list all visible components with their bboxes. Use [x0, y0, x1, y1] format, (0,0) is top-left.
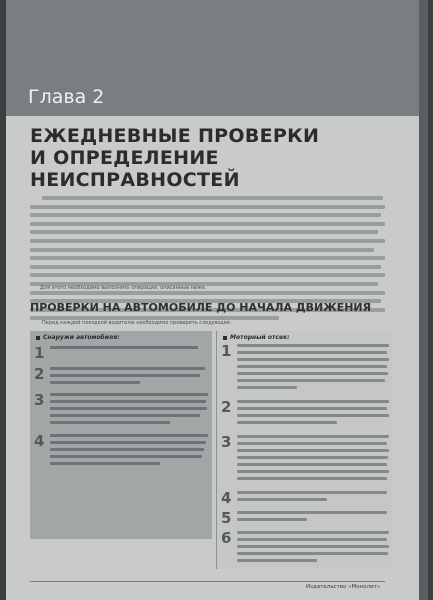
item-text: [50, 346, 198, 353]
item-number: 1: [34, 344, 45, 362]
bullet-icon: [223, 336, 227, 340]
exterior-checks-header-label: Снаружи автомобиля:: [43, 334, 120, 341]
footer-rule: [30, 581, 385, 582]
section-title: ПРОВЕРКИ НА АВТОМОБИЛЕ ДО НАЧАЛА ДВИЖЕНИЯ: [30, 301, 372, 314]
chapter-title-line-1: ЕЖЕДНЕВНЫЕ ПРОВЕРКИ: [30, 125, 320, 147]
item-number: 1: [221, 342, 232, 360]
item-text: [237, 511, 387, 525]
publisher-footer: Издательство «Монолит»: [306, 584, 381, 590]
item-text: [237, 344, 389, 393]
book-page: [6, 0, 428, 600]
item-number: 5: [221, 509, 232, 527]
text-line: [30, 265, 381, 269]
item-number: 4: [34, 432, 45, 450]
text-line: [30, 273, 385, 277]
item-number: 2: [34, 365, 45, 383]
exterior-checks-header: [36, 334, 120, 341]
engine-bay-checks-panel: [216, 331, 393, 569]
text-line: [30, 256, 385, 260]
text-line: [30, 230, 378, 234]
text-line: [30, 213, 381, 217]
section-lead: Перед каждой поездкой водителю необходимо проверить следующее:: [42, 320, 232, 326]
item-text: [237, 400, 389, 428]
intro-closing: Для этого необходимо выполнять операции, описанные ниже.: [40, 285, 207, 291]
bullet-icon: [36, 336, 40, 340]
item-number: 6: [221, 529, 232, 547]
chapter-label: Глава 2: [28, 86, 105, 108]
item-number: 4: [221, 489, 232, 507]
engine-bay-checks-header-label: Моторный отсек:: [230, 334, 290, 341]
chapter-title-line-3: НЕИСПРАВНОСТЕЙ: [30, 169, 240, 191]
item-text: [237, 531, 389, 566]
text-line: [30, 205, 385, 209]
page-edge: [419, 0, 428, 600]
item-text: [237, 435, 389, 484]
text-line: [30, 222, 385, 226]
exterior-checks-panel: [30, 331, 212, 539]
text-line: [30, 248, 374, 252]
chapter-header-band: [6, 0, 419, 116]
item-number: 3: [34, 391, 45, 409]
item-text: [237, 491, 387, 505]
item-text: [50, 434, 208, 469]
text-line: [42, 196, 383, 200]
item-text: [50, 393, 208, 428]
item-number: 2: [221, 398, 232, 416]
text-line: [30, 291, 385, 295]
item-number: 3: [221, 433, 232, 451]
chapter-title: [30, 125, 319, 191]
chapter-title-line-2: И ОПРЕДЕЛЕНИЕ: [30, 147, 219, 169]
text-line: [30, 239, 385, 243]
item-text: [50, 367, 205, 388]
engine-bay-checks-header: [223, 334, 290, 341]
